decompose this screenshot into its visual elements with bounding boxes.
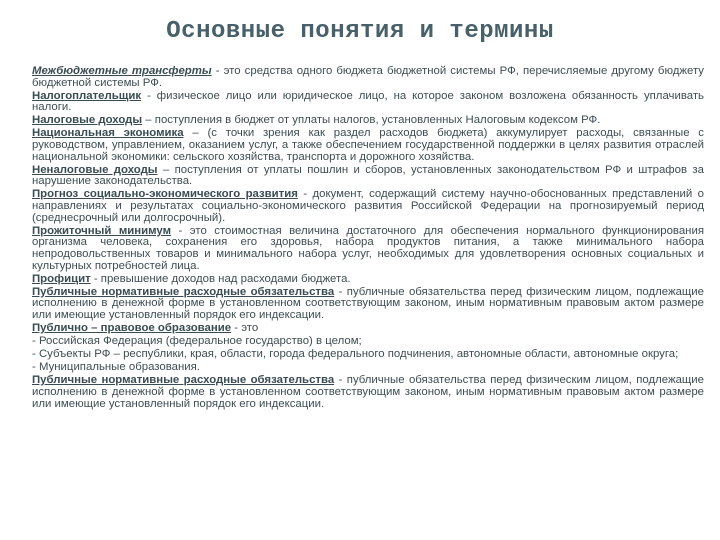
glossary-definition: - публичные обязательства перед физическим лицом, подлежащие исполнению в денежной форме в установленном соответствующим законом, иным нормативным правовым актом размере или имеющие установленный порядок его индексации. [32,374,704,410]
glossary-definition: - публичные обязательства перед физическим лицом, подлежащие исполнению в денежной форме в установленном соответствующим законом, иным нормативным правовым актом размере или имеющие установленный порядок его индексации. [32,285,704,321]
glossary-definition: - это средства одного бюджета бюджетной системы РФ, перечисляемые другому бюджету бюджетной системы РФ. [32,65,705,89]
glossary-entry [32,226,704,272]
glossary-entry [32,115,704,127]
glossary-entry [32,274,704,286]
glossary-term: Профицит [32,272,91,285]
glossary-term: Налоговые доходы [32,114,143,127]
glossary-definition: - документ, содержащий систему научно-обоснованных представлений о направлениях и результатах социально-экономического развития Российской Федерации на прогнозируемый период (среднесрочный или долгосрочный). [32,188,704,224]
glossary-term: Прожиточный минимум [32,224,172,237]
glossary-definition: - превышение доходов над расходами бюджета. [90,272,351,285]
glossary-body [32,66,704,412]
glossary-term: Публичные нормативные расходные обязательства [32,285,335,298]
glossary-entry [32,287,704,322]
glossary-term: Межбюджетные трансферты [32,65,212,77]
glossary-term: Налогоплательщик [32,89,142,102]
glossary-entry [32,66,704,89]
glossary-entry [32,189,704,224]
glossary-definition: - физическое лицо или юридическое лицо, на которое законом возложена обязанность уплачивать налоги. [32,89,704,114]
glossary-entry [32,128,704,163]
glossary-term: Прогноз социально-экономического развития [32,188,298,201]
glossary-definition: - это стоимостная величина достаточного для обеспечения нормального функционирования организма человека, сохранения его здоровья, набора продуктов питания, а также минимального набора непродовольственных товаров и минимального набора услуг, необходимых для удовлетворения основных социальных и культурных потребностей лица. [32,224,704,272]
list-item: - Муниципальные образования. [32,361,200,374]
glossary-entry [32,165,704,188]
glossary-entry [32,91,704,114]
list-item: - Российская Федерация (федеральное государство) в целом; [32,335,362,348]
glossary-term: Национальная экономика [32,127,184,140]
glossary-term: Публичные нормативные расходные обязательства [32,374,335,387]
list-item: - Субъекты РФ – республики, края, области, города федерального подчинения, автономные области, автономные округа; [32,348,679,361]
glossary-term: Неналоговые доходы [32,163,158,176]
page-title: Основные понятия и термины [166,18,554,45]
glossary-definition: – (с точки зрения как раздел расходов бюджета) аккумулирует расходы, связанные с руководством, управлением, оказанием услуг, а также обеспечением государственной поддержки в целях развития отраслей национальной экономики: сельского хозяйства, транспорта и дорожного хозяйства. [32,127,704,163]
glossary-definition: - это [231,321,259,334]
glossary-entry [32,323,704,335]
glossary-definition: – поступления от уплаты пошлин и сборов, установленных законодательством РФ и штрафов за нарушение законодательства. [32,163,704,188]
glossary-definition: – поступления в бюджет от уплаты налогов, установленных Налоговым кодексом РФ. [142,114,601,127]
glossary-entry [32,375,704,410]
glossary-term: Публично – правовое образование [32,321,232,334]
